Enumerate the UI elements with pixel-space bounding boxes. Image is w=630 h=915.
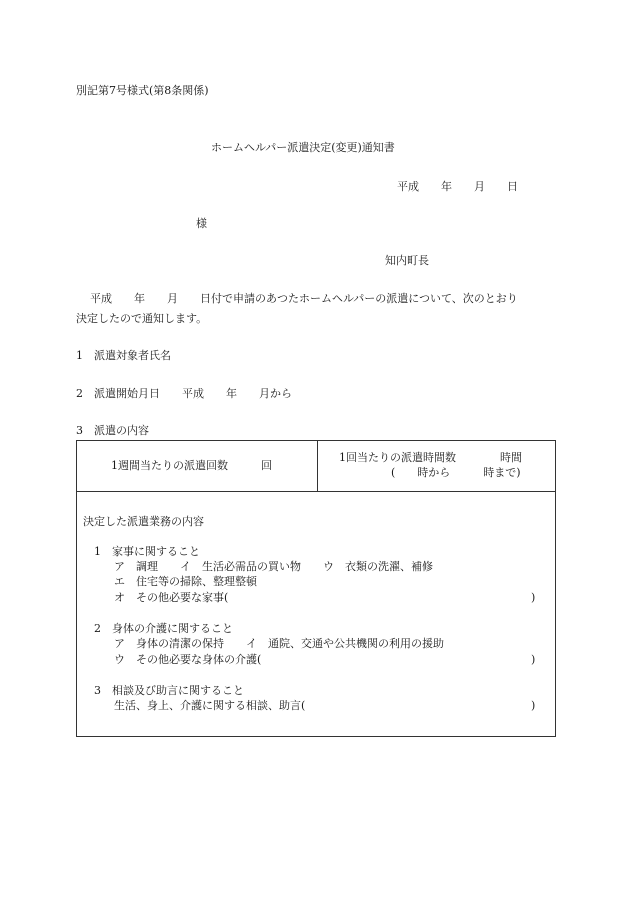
category-housework-line-1: ア 調理 イ 生活必需品の買い物 ウ 衣類の洗濯、補修	[114, 560, 433, 573]
body-text-line-1: 平成 年 月 日付で申請のあつたホームヘルパーの派遣について、次のとおり	[90, 292, 518, 305]
category-physical-care-line-2: ウ その他必要な身体の介護(	[114, 653, 262, 666]
document-title: ホームヘルパー派遣決定(変更)通知書	[211, 141, 395, 154]
issuer-name: 知内町長	[385, 254, 429, 267]
table-row-divider	[77, 491, 555, 492]
dispatch-content-table	[76, 440, 556, 737]
body-text-line-2: 決定したので通知します。	[76, 312, 208, 325]
category-housework-line-2: エ 住宅等の掃除、整理整頓	[114, 575, 257, 588]
table-column-divider	[317, 441, 318, 491]
item-start-date: 2 派遣開始月日 平成 年 月から	[76, 387, 292, 400]
category-housework-line-3: オ その他必要な家事(	[114, 591, 229, 604]
category-consultation-title: 3 相談及び助言に関すること	[94, 684, 244, 697]
category-housework-title: 1 家事に関すること	[94, 545, 200, 558]
item-recipient-name: 1 派遣対象者氏名	[76, 349, 171, 362]
addressee-suffix: 様	[196, 217, 207, 230]
category-physical-care-line-1: ア 身体の清潔の保持 イ 通院、交通や公共機関の利用の援助	[114, 637, 444, 650]
category-housework-close-paren: )	[531, 591, 536, 604]
category-physical-care-title: 2 身体の介護に関すること	[94, 622, 233, 635]
category-consultation-line-1: 生活、身上、介護に関する相談、助言(	[114, 699, 306, 712]
decided-services-title: 決定した派遣業務の内容	[83, 515, 204, 528]
weekly-visit-count: 1週間当たりの派遣回数 回	[111, 459, 272, 472]
hours-range: ( 時から 時まで)	[391, 466, 521, 479]
item-dispatch-content: 3 派遣の内容	[76, 424, 149, 437]
hours-per-visit: 1回当たりの派遣時間数 時間	[339, 451, 522, 464]
form-reference: 別記第7号様式(第8条関係)	[76, 84, 209, 97]
category-consultation-close-paren: )	[531, 699, 536, 712]
category-physical-care-close-paren: )	[531, 653, 536, 666]
issue-date: 平成 年 月 日	[397, 180, 518, 193]
